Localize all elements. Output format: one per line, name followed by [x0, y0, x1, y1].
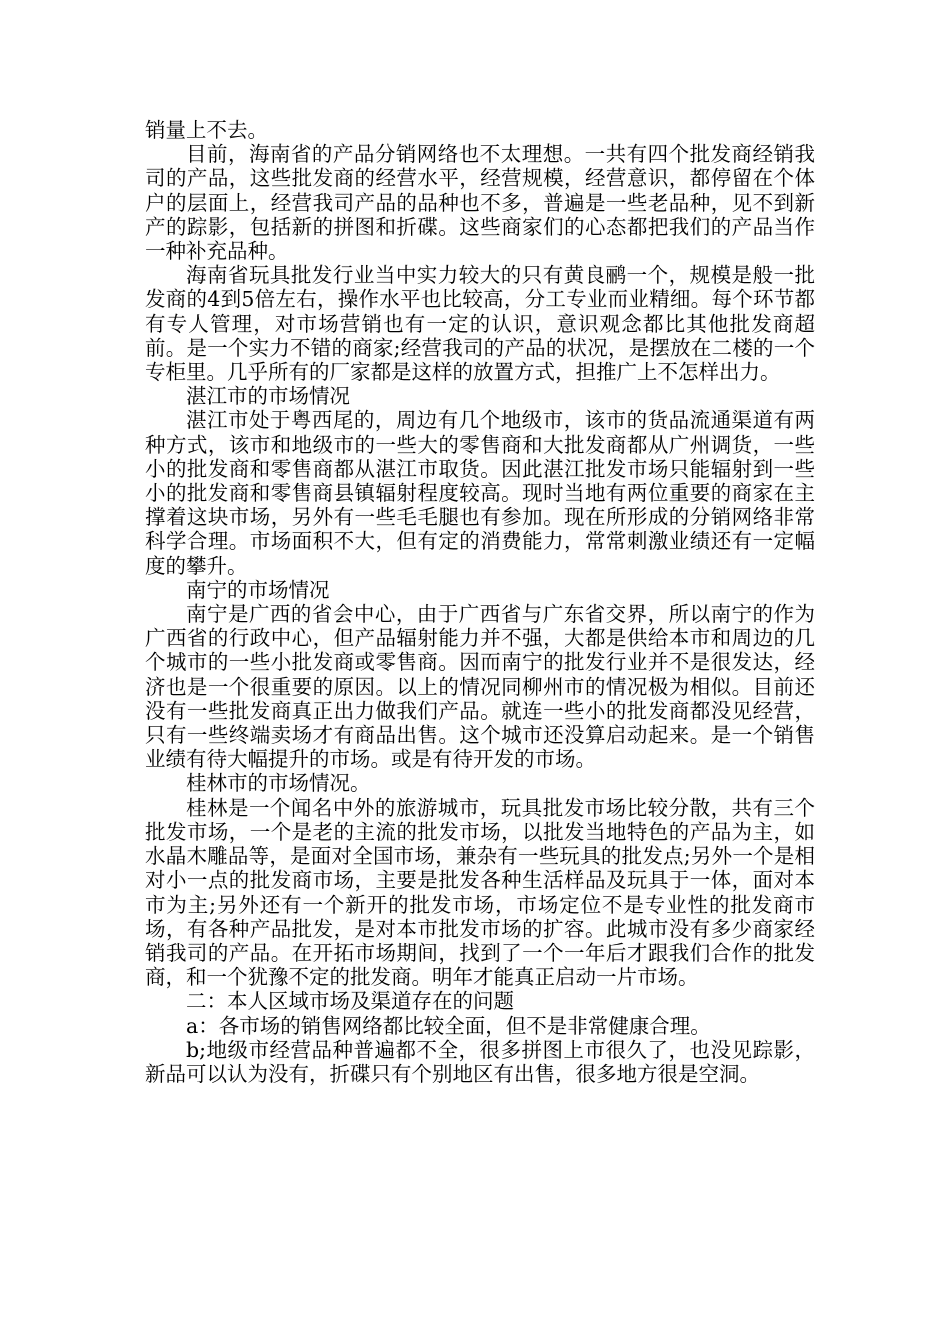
paragraph-guilin: 桂林是一个闻名中外的旅游城市，玩具批发市场比较分散，共有三个批发市场，一个是老的主流的批发市场，以批发当地特色的产品为主，如水晶木雕品等，是面对全国市场，兼杂有一些玩具的批发点;另外一个是相对小一点的批发商市场，主要是批发各种生活样品及玩具于一体，面对本市为主;另外还有一个新开的批发市场，市场定位不是专业性的批发商市场，有各种产品批发，是对本市批发市场的扩容。此城市没有多少商家经销我司的产品。在开拓市场期间，找到了一个一年后才跟我们合作的批发商，和一个犹豫不定的批发商。明年才能真正启动一片市场。	[145, 795, 815, 990]
paragraph-1: 销量上不去。	[145, 118, 268, 142]
heading-guilin: 桂林市的市场情况。	[186, 771, 371, 796]
paragraph-item-a: a：各市场的销售网络都比较全面，但不是非常健康合理。	[186, 1013, 711, 1038]
paragraph-hainan-wholesaler: 海南省玩具批发行业当中实力较大的只有黄良鹂一个，规模是般一批发商的4到5倍左右，操作水平也比较高，分工专业而业精细。每个环节都有专人管理，对市场营销也有一定的认识，意识观念都比其他批发商超前。是一个实力不错的商家;经营我司的产品的状况，是摆放在二楼的一个专柜里。几乎所有的厂家都是这样的放置方式，担推广上不怎样出力。	[145, 263, 815, 385]
paragraph-zhanjiang: 湛江市处于粤西尾的，周边有几个地级市，该市的货品流通渠道有两种方式，该市和地级市的一些大的零售商和大批发商都从广州调货，一些小的批发商和零售商都从湛江市取货。因此湛江批发市场只能辐射到一些小的批发商和零售商县镇辐射程度较高。现时当地有两位重要的商家在主撑着这块市场，另外有一些毛毛腿也有参加。现在所形成的分销网络非常科学合理。市场面积不大，但有定的消费能力，常常刺激业绩还有一定幅度的攀升。	[145, 408, 815, 578]
heading-zhanjiang: 湛江市的市场情况	[186, 384, 350, 409]
document-page	[145, 118, 815, 1086]
paragraph-item-b: b;地级市经营品种普遍都不全，很多拼图上市很久了，也没见踪影，新品可以认为没有，折碟只有个别地区有出售，很多地方很是空洞。	[145, 1037, 815, 1086]
heading-section-two: 二：本人区域市场及渠道存在的问题	[186, 989, 514, 1014]
paragraph-nanning: 南宁是广西的省会中心，由于广西省与广东省交界，所以南宁的作为广西省的行政中心，但产品辐射能力并不强，大都是供给本市和周边的几个城市的一些小批发商或零售商。因而南宁的批发行业并不是很发达，经济也是一个很重要的原因。以上的情况同柳州市的情况极为相似。目前还没有一些批发商真正出力做我们产品。就连一些小的批发商都没见经营，只有一些终端卖场才有商品出售。这个城市还没算启动起来。是一个销售业绩有待大幅提升的市场。或是有待开发的市场。	[145, 602, 815, 772]
heading-nanning: 南宁的市场情况	[186, 577, 330, 602]
paragraph-hainan-network: 目前，海南省的产品分销网络也不太理想。一共有四个批发商经销我司的产品，这些批发商的经营水平，经营规模，经营意识，都停留在个体户的层面上，经营我司产品的品种也不多，普遍是一些老品种，见不到新产的踪影，包括新的拼图和折碟。这些商家们的心态都把我们的产品当作一种补充品种。	[145, 142, 815, 264]
